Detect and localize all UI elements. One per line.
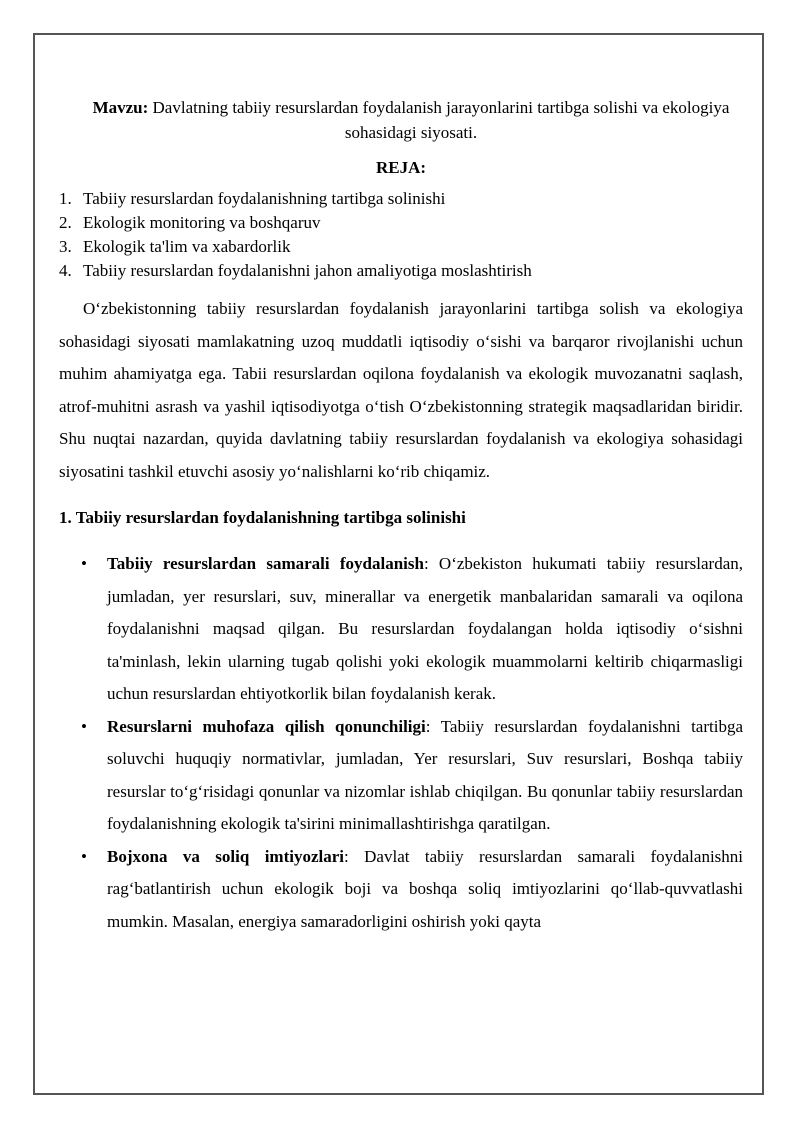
plan-item-text: Ekologik monitoring va boshqaruv: [83, 213, 321, 232]
topic-label: Mavzu:: [92, 98, 149, 117]
plan-heading: REJA:: [375, 158, 427, 177]
bullet-item: [59, 841, 743, 939]
bullet-text: : Davlat tabiiy resurslardan samarali foydalanishni rag‘batlantirish uchun ekologik boji va boshqa soliq imtiyozlarini qo‘llab-quvvatlashi mumkin. Masalan, energiya samaradorligini oshirish yoki qayta: [107, 846, 744, 931]
plan-item-number: 1.: [59, 189, 72, 208]
plan-item-text: Tabiiy resurslardan foydalanishning tartibga solinishi: [83, 189, 446, 208]
bullet-item: [59, 548, 743, 711]
bullet-item: [59, 711, 743, 841]
bullet-term: Bojxona va soliq imtiyozlari: [107, 846, 345, 866]
topic-title: [59, 95, 743, 145]
topic-text: Davlatning tabiiy resurslardan foydalanish jarayonlarini tartibga solishi va ekologiya sohasidagi siyosati.: [152, 98, 730, 142]
bullet-icon: •: [81, 846, 87, 866]
plan-list: [59, 187, 743, 283]
intro-paragraph: O‘zbekistonning tabiiy resurslardan foydalanish jarayonlarini tartibga solish va ekologiya sohasidagi siyosati mamlakatning uzoq muddatli iqtisodiy o‘sishi va barqaror rivojlanishi uchun muhim ahamiyatga ega. Tabii resurslardan oqilona foydalanish va ekologik muvozanatni saqlash, atrof-muhitni asrash va yashil iqtisodiyotga o‘tish O‘zbekistonning strategik maqsadlaridan biridir. Shu nuqtai nazardan, quyida davlatning tabiiy resurslardan foydalanish va ekologiya sohasidagi siyosatini tashkil etuvchi asosiy yo‘nalishlarni ko‘rib chiqamiz.: [59, 299, 743, 481]
bullet-text: : Tabiiy resurslardan foydalanishni tartibga soluvchi huquqiy normativlar, jumladan, Yer resurslari, Suv resurslari, Boshqa tabiiy resurslar to‘g‘risidagi qonunlar va nizomlar ishlab chiqilgan. Bu qonunlar tabiiy resurslardan foydalanishning ekologik ta'sirini minimallashtirishga qaratilgan.: [107, 716, 744, 833]
plan-item: [59, 235, 743, 259]
plan-item-number: 3.: [59, 237, 72, 256]
plan-item-text: Tabiiy resurslardan foydalanishni jahon amaliyotiga moslashtirish: [83, 261, 532, 280]
bullet-list: [59, 548, 743, 938]
plan-item: [59, 211, 743, 235]
bullet-text: : O‘zbekiston hukumati tabiiy resurslardan, jumladan, yer resurslari, suv, minerallar va energetik manbalaridan samarali va oqilona foydalanishni maqsad qilgan. Bu resurslardan foydalangan holda iqtisodiy o‘sishni ta'minlash, lekin ularning tugab qolishi yoki ekologik muammolarni keltirib chiqarmasligi uchun resurslardan ehtiyotkorlik bilan foydalanish kerak.: [107, 554, 743, 703]
plan-item: [59, 259, 743, 283]
section-heading: 1. Tabiiy resurslardan foydalanishning tartibga solinishi: [59, 508, 466, 527]
bullet-term: Tabiiy resurslardan samarali foydalanish: [107, 554, 424, 573]
plan-item: [59, 187, 743, 211]
bullet-icon: •: [81, 716, 87, 736]
bullet-icon: •: [81, 554, 87, 573]
bullet-term: Resurslarni muhofaza qilish qonunchiligi: [107, 716, 426, 736]
plan-item-text: Ekologik ta'lim va xabardorlik: [83, 237, 291, 256]
document-body: [59, 95, 743, 938]
page-frame: [33, 33, 764, 1095]
plan-item-number: 2.: [59, 213, 72, 232]
plan-item-number: 4.: [59, 261, 72, 280]
